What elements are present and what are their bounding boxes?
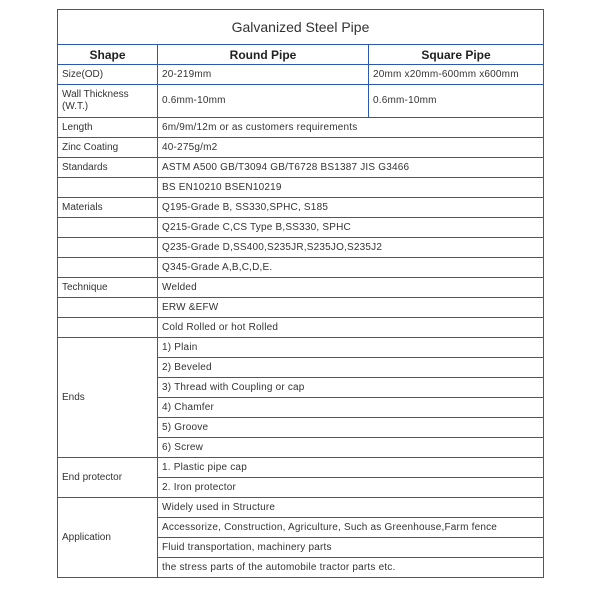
table-row [58,198,544,218]
row-label-empty [58,298,158,318]
table-row [58,338,544,358]
wall-round-value: 0.6mm-10mm [158,85,369,118]
application-value: the stress parts of the automobile tractor parts etc. [158,558,544,578]
ends-value: 2) Beveled [158,358,544,378]
title-row [58,10,544,45]
materials-value: Q235-Grade D,SS400,S235JR,S235JO,S235J2 [158,238,544,258]
materials-value: Q215-Grade C,CS Type B,SS330, SPHC [158,218,544,238]
materials-value: Q345-Grade A,B,C,D,E. [158,258,544,278]
application-value: Widely used in Structure [158,498,544,518]
row-label-empty [58,258,158,278]
table-row [58,498,544,518]
row-label-end-protector: End protector [58,458,158,498]
table-row [58,298,544,318]
table-row [58,458,544,478]
end-protector-value: 2. Iron protector [158,478,544,498]
row-label-length: Length [58,118,158,138]
table-row [58,258,544,278]
application-value: Fluid transportation, machinery parts [158,538,544,558]
zinc-coating-value: 40-275g/m2 [158,138,544,158]
header-round-pipe: Round Pipe [158,45,369,65]
ends-value: 4) Chamfer [158,398,544,418]
standards-value: BS EN10210 BSEN10219 [158,178,544,198]
table-row [58,178,544,198]
row-label-zinc-coating: Zinc Coating [58,138,158,158]
technique-value: ERW &EFW [158,298,544,318]
row-label-technique: Technique [58,278,158,298]
length-value: 6m/9m/12m or as customers requirements [158,118,544,138]
table-row [58,118,544,138]
size-round-value: 20-219mm [158,65,369,85]
table-title: Galvanized Steel Pipe [58,10,544,45]
table-row [58,158,544,178]
table-row [58,238,544,258]
row-label-empty [58,218,158,238]
table-row [58,65,544,85]
technique-value: Cold Rolled or hot Rolled [158,318,544,338]
table-row [58,85,544,118]
row-label-wall-thickness: Wall Thickness (W.T.) [58,85,158,118]
ends-value: 3) Thread with Coupling or cap [158,378,544,398]
ends-value: 6) Screw [158,438,544,458]
header-square-pipe: Square Pipe [369,45,544,65]
ends-value: 5) Groove [158,418,544,438]
spec-table [57,9,544,578]
row-label-empty [58,178,158,198]
header-shape: Shape [58,45,158,65]
size-square-value: 20mm x20mm-600mm x600mm [369,65,544,85]
wall-square-value: 0.6mm-10mm [369,85,544,118]
row-label-ends: Ends [58,338,158,458]
application-value: Accessorize, Construction, Agriculture, Such as Greenhouse,Farm fence [158,518,544,538]
table-row [58,138,544,158]
row-label-materials: Materials [58,198,158,218]
row-label-size: Size(OD) [58,65,158,85]
header-row [58,45,544,65]
row-label-empty [58,238,158,258]
ends-value: 1) Plain [158,338,544,358]
technique-value: Welded [158,278,544,298]
row-label-standards: Standards [58,158,158,178]
table-row [58,318,544,338]
end-protector-value: 1. Plastic pipe cap [158,458,544,478]
table-row [58,278,544,298]
table-row [58,218,544,238]
materials-value: Q195-Grade B, SS330,SPHC, S185 [158,198,544,218]
row-label-application: Application [58,498,158,578]
row-label-empty [58,318,158,338]
standards-value: ASTM A500 GB/T3094 GB/T6728 BS1387 JIS G3466 [158,158,544,178]
